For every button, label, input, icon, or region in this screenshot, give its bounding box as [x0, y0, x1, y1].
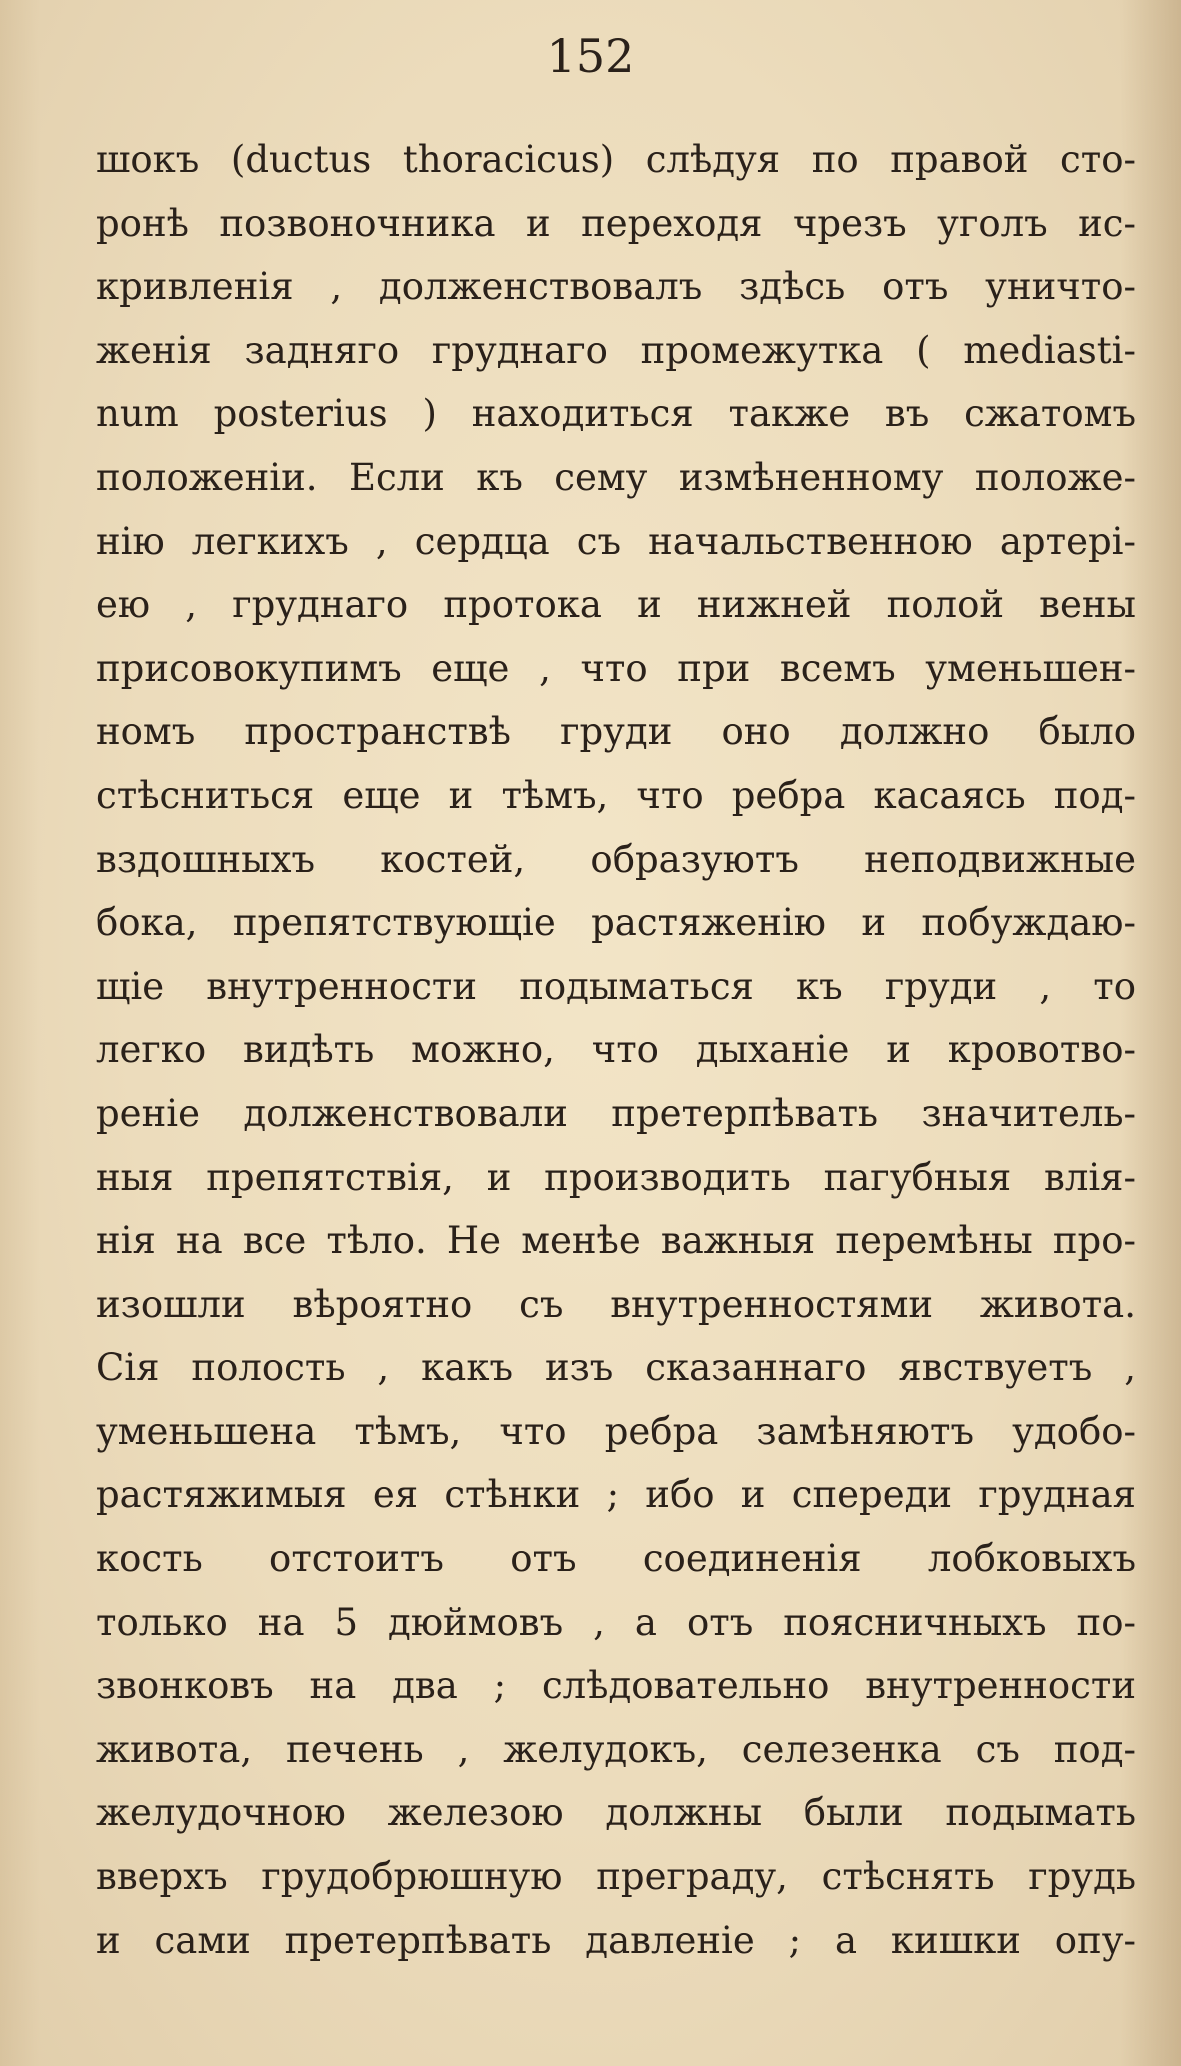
text-line: стѣсниться еще и тѣмъ, что ребра касаясь под-	[96, 773, 1136, 817]
text-line: растяжимыя ея стѣнки ; ибо и спереди грудная	[96, 1473, 1136, 1517]
text-line: вверхъ грудобрюшную преграду, стѣснять грудь	[96, 1855, 1136, 1899]
text-line: вздошныхъ костей, образуютъ неподвижные	[96, 837, 1136, 881]
text-line: легко видѣть можно, что дыханіе и кровотво-	[96, 1028, 1136, 1072]
text-line: уменьшена тѣмъ, что ребра замѣняютъ удобо-	[96, 1409, 1136, 1453]
text-line: номъ пространствѣ груди оно должно было	[96, 710, 1136, 754]
text-line: живота, печень , желудокъ, селезенка съ под-	[96, 1727, 1136, 1771]
text-line: кость отстоитъ отъ соединенія лобковыхъ	[96, 1537, 1136, 1581]
text-line: нія на все тѣло. Не менѣе важныя перемѣны про-	[96, 1219, 1136, 1263]
text-line: кривленія , долженствовалъ здѣсь отъ уничто-	[96, 265, 1136, 309]
text-line: щіе внутренности подыматься къ груди , то	[96, 964, 1136, 1008]
text-line: нію легкихъ , сердца съ начальственною артері-	[96, 519, 1136, 563]
text-line: шокъ (ductus thoracicus) слѣдуя по правой сто-	[96, 138, 1136, 181]
text-line: ныя препятствія, и производить пагубныя влія-	[96, 1155, 1136, 1199]
text-line: Сія полость , какъ изъ сказаннаго явствуетъ ,	[96, 1346, 1136, 1390]
text-line: изошли вѣроятно съ внутренностями живота.	[96, 1282, 1136, 1326]
text-line: num posterius ) находиться также въ сжатомъ	[96, 392, 1136, 436]
text-line: реніе долженствовали претерпѣвать значитель-	[96, 1091, 1136, 1135]
text-line: только на 5 дюймовъ , а отъ поясничныхъ по-	[96, 1600, 1136, 1644]
text-line: бока, препятствующіе растяженію и побуждаю-	[96, 901, 1136, 945]
text-line: ронѣ позвоночника и переходя чрезъ уголъ ис-	[96, 201, 1136, 245]
page-number: 152	[546, 29, 635, 83]
text-line: положеніи. Если къ сему измѣненному положе-	[96, 455, 1136, 499]
text-line: ею , груднаго протока и нижней полой вены	[96, 583, 1136, 627]
text-line: желудочною железою должны были подымать	[96, 1791, 1136, 1835]
text-line: присовокупимъ еще , что при всемъ уменьшен-	[96, 646, 1136, 690]
text-line: и сами претерпѣвать давленіе ; а кишки опу-	[96, 1918, 1136, 1962]
text-line: звонковъ на два ; слѣдовательно внутренности	[96, 1664, 1136, 1708]
text-line: женія задняго груднаго промежутка ( mediasti-	[96, 328, 1136, 372]
body-text	[96, 128, 1136, 1972]
